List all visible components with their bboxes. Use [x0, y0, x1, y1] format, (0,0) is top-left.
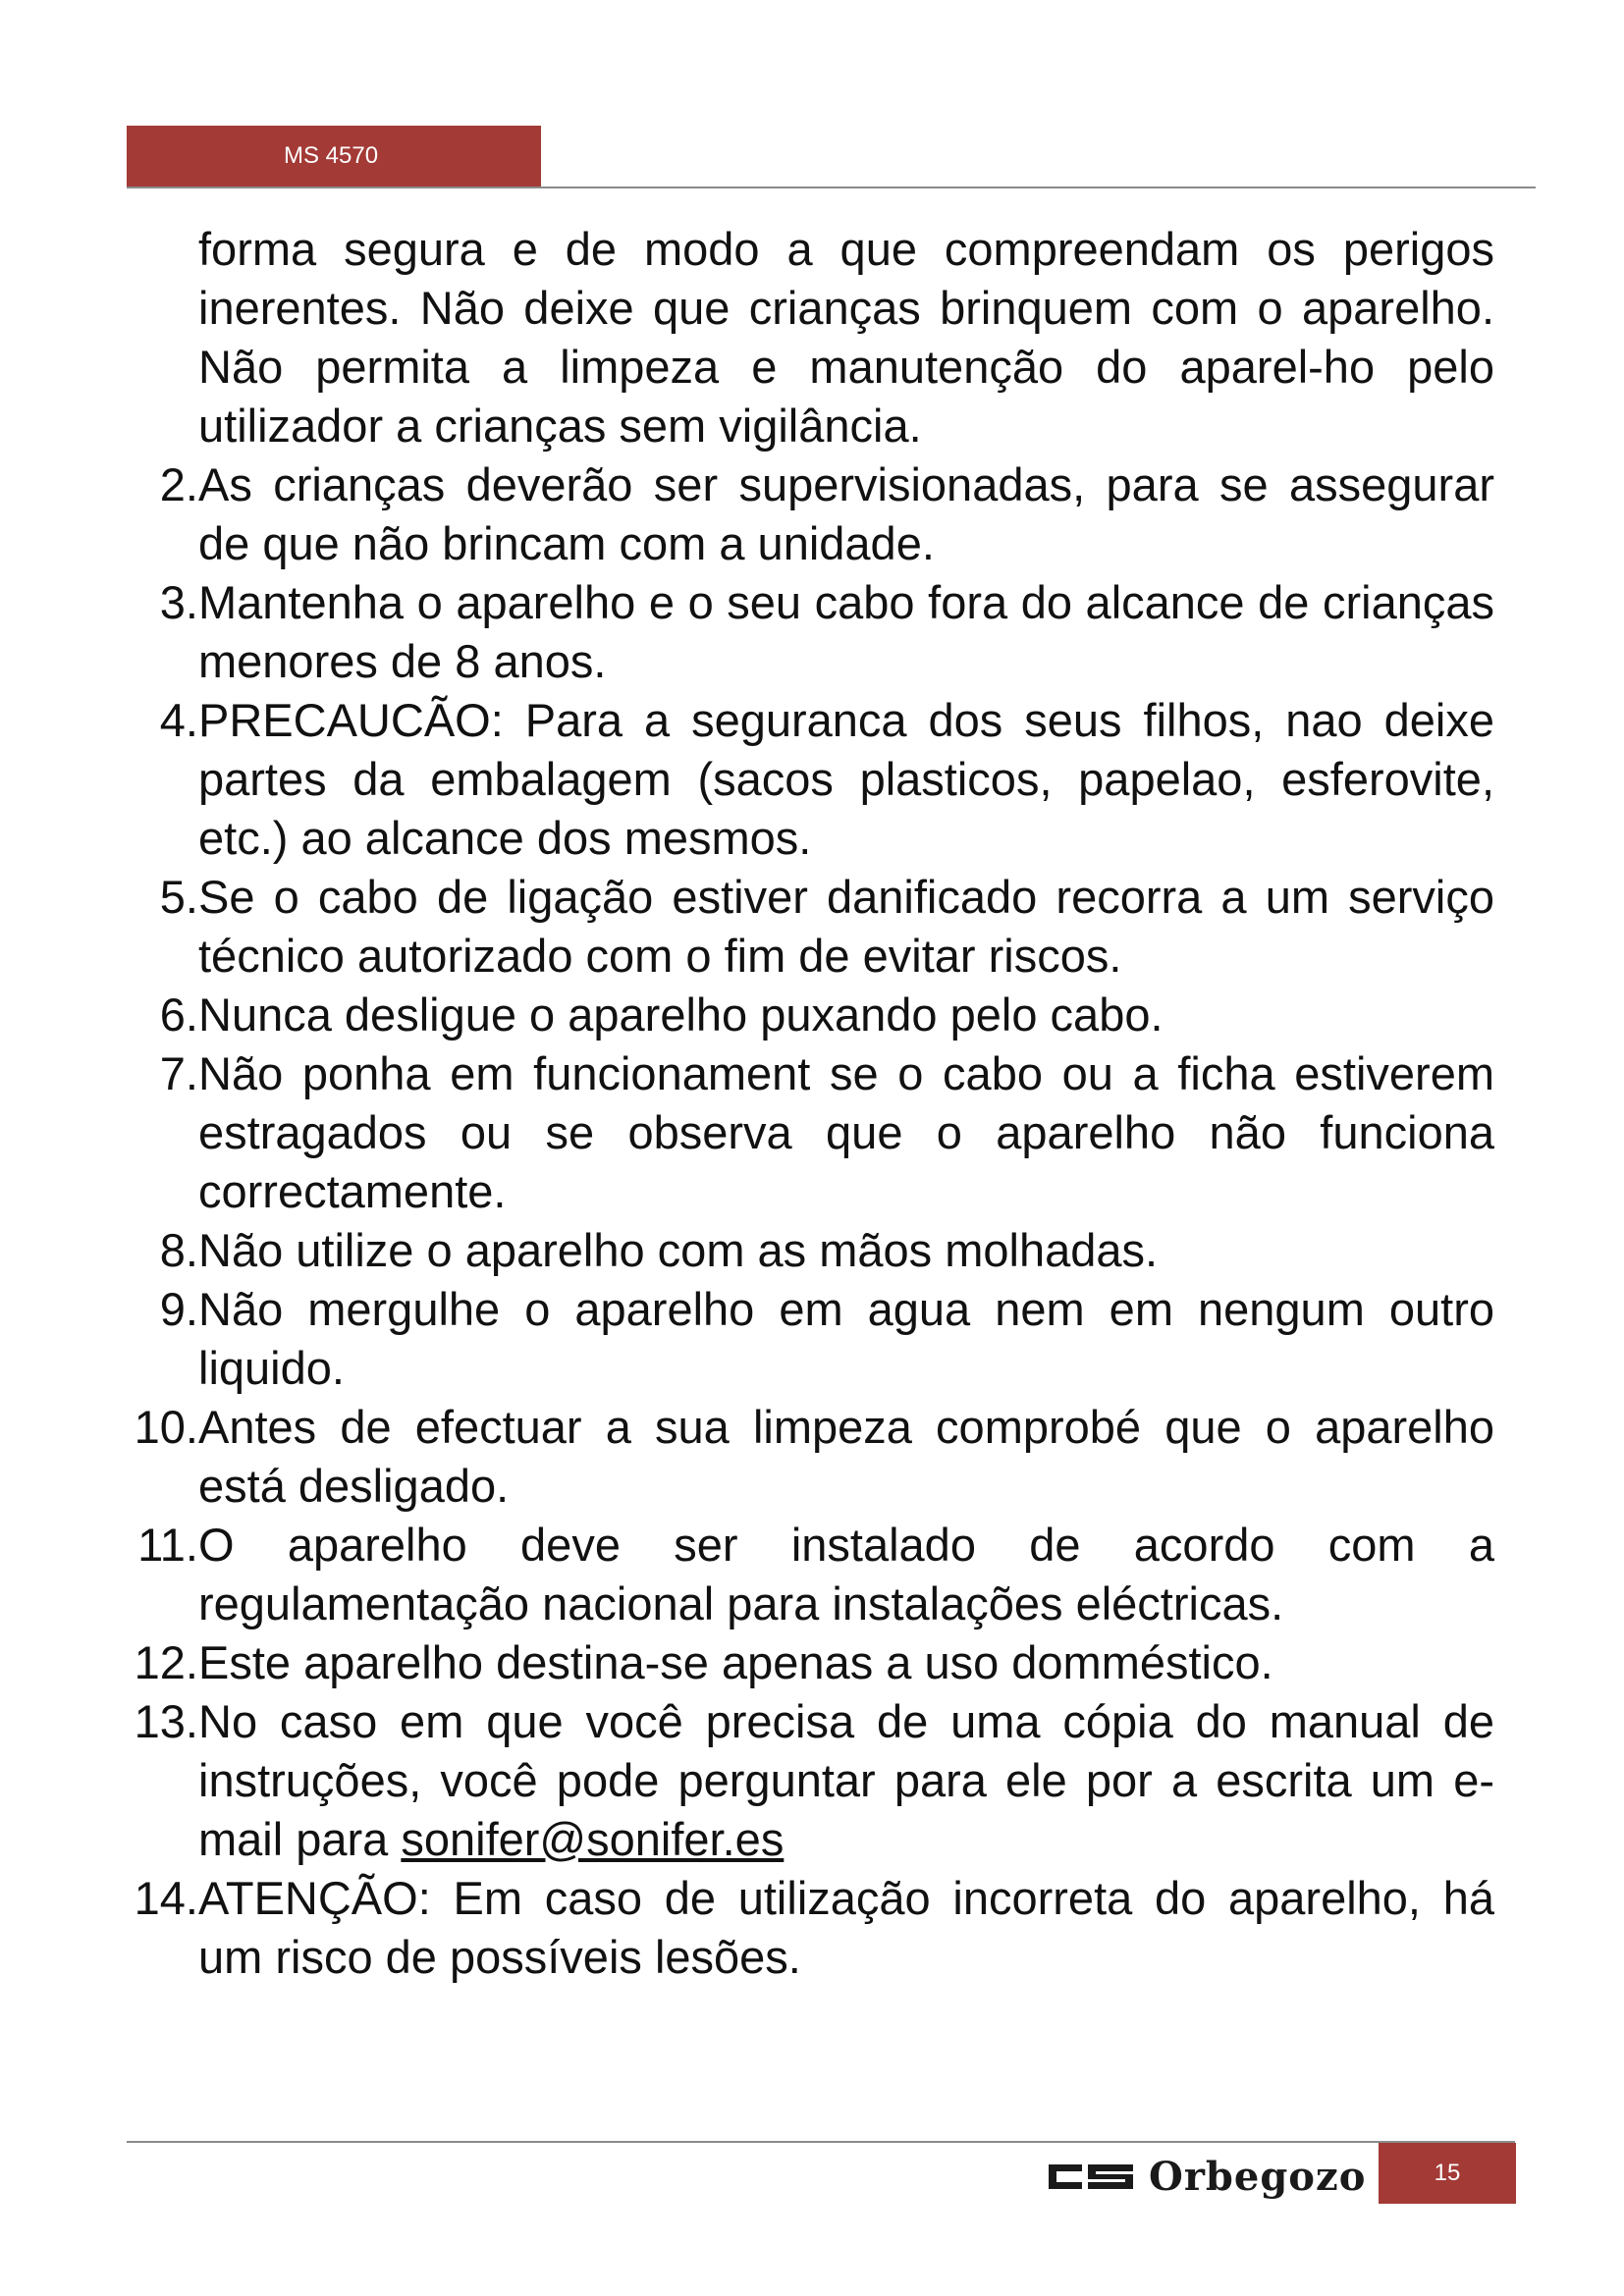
list-item — [108, 1044, 1494, 1221]
list-item — [108, 455, 1494, 573]
list-item-text — [198, 1280, 1494, 1398]
list-item — [108, 1633, 1494, 1692]
list-item — [108, 691, 1494, 868]
list-item-body: Se o cabo de ligação estiver danificado recorra a um serviço técnico autorizado com o fim de evitar riscos. — [198, 871, 1494, 982]
list-item-text — [198, 868, 1494, 986]
list-item — [108, 1280, 1494, 1398]
list-item — [108, 868, 1494, 986]
footer-divider — [127, 2141, 1515, 2143]
list-item — [108, 1869, 1494, 1987]
list-item — [108, 986, 1494, 1044]
list-item-body: Antes de efectuar a sua limpeza comprobé que o aparelho está desligado. — [198, 1401, 1494, 1512]
list-item-body: Este aparelho destina-se apenas a uso domméstico. — [198, 1636, 1273, 1688]
list-item-body: Não utilize o aparelho com as mãos molhadas. — [198, 1224, 1159, 1276]
list-item-number: 8. — [159, 1224, 198, 1276]
list-item-body: No caso em que você precisa de uma cópia do manual de instruções, você pode perguntar para ele por a escrita um e-mail para — [198, 1695, 1494, 1865]
page-number: 15 — [1434, 2160, 1461, 2186]
model-label: MS 4570 — [284, 142, 379, 169]
list-item-number: 9. — [159, 1283, 198, 1335]
list-item — [108, 1516, 1494, 1633]
list-item-body: Nunca desligue o aparelho puxando pelo cabo. — [198, 988, 1164, 1041]
list-item-number: 4. — [159, 694, 198, 746]
list-item-number: 7. — [159, 1047, 198, 1099]
list-item-body: O aparelho deve ser instalado de acordo com a regulamentação nacional para instalações eléctricas. — [198, 1519, 1494, 1629]
list-item-body: PRECAUCÃO: Para a seguranca dos seus filhos, nao deixe partes da embalagem (sacos plasticos, papelao, esferovite, etc.) ao alcance dos mesmos. — [198, 694, 1494, 864]
list-item-text — [198, 455, 1494, 573]
list-item-text — [198, 1044, 1494, 1221]
list-item-text — [198, 1221, 1494, 1280]
list-item-text — [198, 1398, 1494, 1516]
page-number-box — [1379, 2143, 1516, 2204]
list-item — [108, 1692, 1494, 1869]
list-item-number: 5. — [159, 871, 198, 923]
list-item-text — [198, 1516, 1494, 1633]
list-item-number: 2. — [159, 458, 198, 510]
list-item-text — [198, 1633, 1494, 1692]
brand-mark-icon — [1047, 2159, 1135, 2194]
brand-logo — [1047, 2150, 1366, 2203]
list-item-body: As crianças deverão ser supervisionadas, para se assegurar de que não brincam com a unidade. — [198, 458, 1494, 569]
list-item-text — [198, 573, 1494, 691]
list-item-number: 13. — [134, 1695, 198, 1747]
instructions-body — [108, 220, 1494, 1987]
list-item-text — [198, 1869, 1494, 1987]
list-item-number: 14. — [134, 1872, 198, 1924]
intro-paragraph: forma segura e de modo a que compreendam os perigos inerentes. Não deixe que crianças brinquem com o aparelho. Não permita a limpeza e manutenção do aparel-ho pelo utilizador a crianças sem vigilância. — [198, 223, 1494, 452]
list-item-number: 6. — [159, 988, 198, 1041]
list-item-body: Não ponha em funcionament se o cabo ou a ficha estiverem estragados ou se observa que o aparelho não funciona correctamente. — [198, 1047, 1494, 1217]
list-item-body: ATENÇÃO: Em caso de utilização incorreta do aparelho, há um risco de possíveis lesões. — [198, 1872, 1494, 1983]
list-item-text — [198, 986, 1494, 1044]
header-divider — [127, 187, 1536, 188]
list-item — [108, 1221, 1494, 1280]
header-model-tab — [127, 126, 541, 187]
list-item-number: 11. — [137, 1519, 198, 1571]
email-link[interactable]: sonifer@sonifer.es — [401, 1813, 785, 1865]
list-item-number: 12. — [134, 1636, 198, 1688]
list-item-text — [198, 691, 1494, 868]
list-item-text — [198, 1692, 1494, 1869]
list-item-body: Mantenha o aparelho e o seu cabo fora do alcance de crianças menores de 8 anos. — [198, 576, 1494, 687]
list-item — [108, 1398, 1494, 1516]
list-item-number: 3. — [159, 576, 198, 628]
list-item-number: 10. — [134, 1401, 198, 1453]
brand-wordmark: Orbegozo — [1149, 2153, 1367, 2200]
instruction-list — [108, 455, 1494, 1987]
list-item — [108, 573, 1494, 691]
list-item-body: Não mergulhe o aparelho em agua nem em nengum outro liquido. — [198, 1283, 1494, 1394]
